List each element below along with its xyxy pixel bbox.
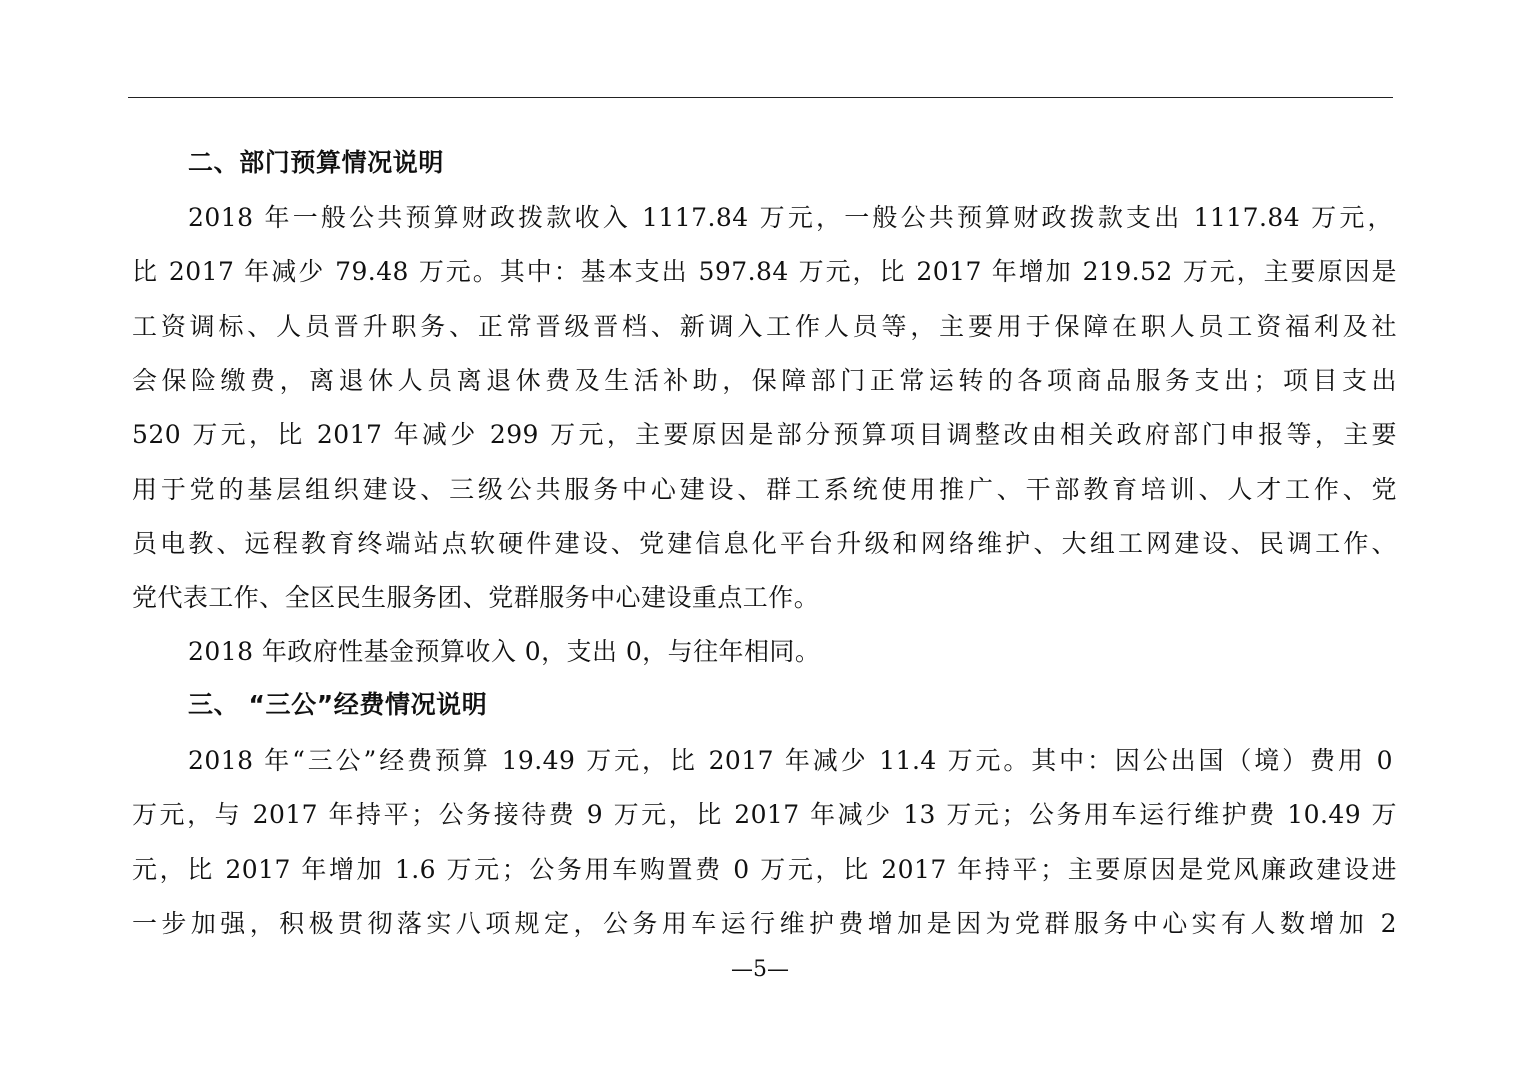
paragraph-line: 一步加强，积极贯彻落实八项规定，公务用车运行维护费增加是因为党群服务中心实有人数增加 2: [132, 909, 1397, 938]
paragraph-line: 员电教、远程教育终端站点软硬件建设、党建信息化平台升级和网络维护、大组工网建设、民调工作、: [132, 529, 1397, 558]
header-rule: [128, 97, 1393, 98]
paragraph-line: 2018 年一般公共预算财政拨款收入 1117.84 万元，一般公共预算财政拨款支出 1117.84 万元，: [188, 203, 1393, 232]
paragraph-line: 会保险缴费，离退休人员离退休费及生活补助，保障部门正常运转的各项商品服务支出；项目支出: [132, 366, 1397, 395]
paragraph-line: 元，比 2017 年增加 1.6 万元；公务用车购置费 0 万元，比 2017 年持平；主要原因是党风廉政建设进: [132, 855, 1397, 884]
paragraph-line: 2018 年“三公”经费预算 19.49 万元，比 2017 年减少 11.4 万元。其中：因公出国（境）费用 0: [188, 746, 1393, 775]
section-3-heading: 三、 “三公”经费情况说明: [188, 690, 488, 719]
paragraph-line: 用于党的基层组织建设、三级公共服务中心建设、群工系统使用推广、干部教育培训、人才工作、党: [132, 475, 1397, 504]
paragraph-line: 工资调标、人员晋升职务、正常晋级晋档、新调入工作人员等，主要用于保障在职人员工资福利及社: [132, 312, 1397, 341]
paragraph-line: 比 2017 年减少 79.48 万元。其中：基本支出 597.84 万元，比 2017 年增加 219.52 万元，主要原因是: [132, 257, 1397, 286]
section-2-heading: 二、部门预算情况说明: [188, 148, 445, 177]
paragraph-line: 党代表工作、全区民生服务团、党群服务中心建设重点工作。: [132, 583, 820, 612]
paragraph-line: 520 万元，比 2017 年减少 299 万元，主要原因是部分预算项目调整改由相关政府部门申报等，主要: [132, 420, 1397, 449]
page-number: —5—: [731, 957, 789, 982]
paragraph-line: 万元，与 2017 年持平；公务接待费 9 万元，比 2017 年减少 13 万元；公务用车运行维护费 10.49 万: [132, 800, 1397, 829]
paragraph-government-fund: 2018 年政府性基金预算收入 0，支出 0，与往年相同。: [188, 637, 821, 666]
